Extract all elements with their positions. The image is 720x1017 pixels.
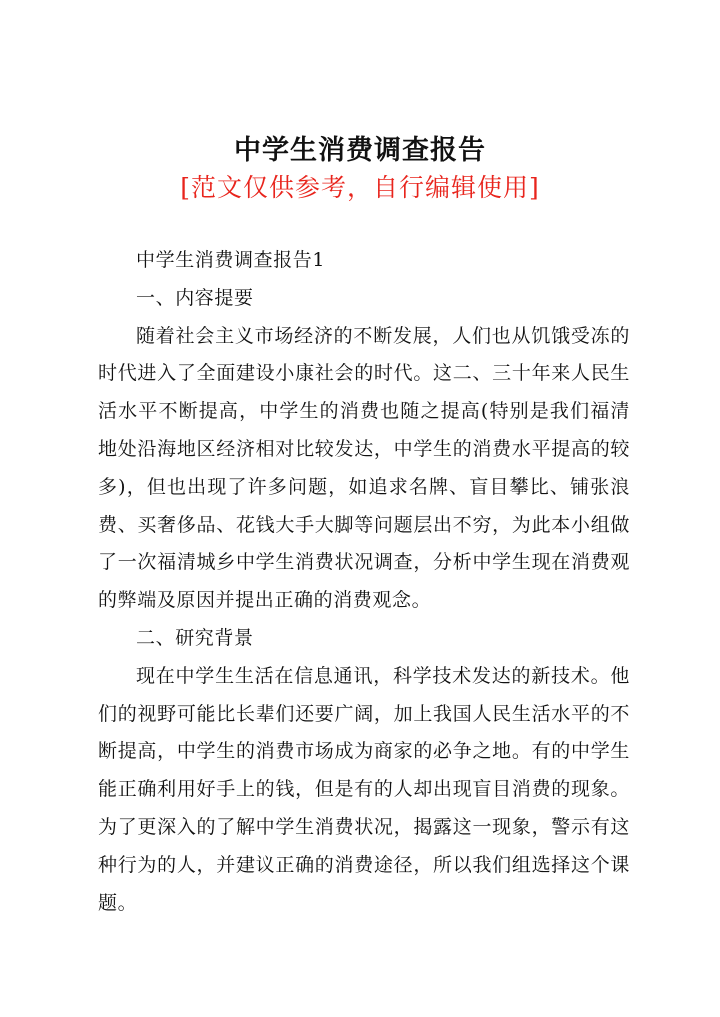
section-heading-summary: 一、内容提要 — [136, 286, 254, 309]
document-title: 中学生消费调查报告 — [234, 135, 486, 166]
section-paragraph-summary: 随着社会主义市场经济的不断发展，人们也从饥饿受冻的时代进入了全面建设小康社会的时代。这二、三十年来人民生活水平不断提高，中学生的消费也随之提高(特别是我们福清地处沿海地区经济相对比较发达，中学生的消费水平提高的较多)，但也出现了许多问题，如追求名牌、盲目攀比、铺张浪费、买奢侈品、花钱大手大脚等问题层出不穷，为此本小组做了一次福清城乡中学生消费状况调查，分析中学生现在消费观的弊端及原因并提出正确的消费观念。 — [98, 324, 630, 612]
document-body — [98, 242, 630, 922]
section-heading-background: 二、研究背景 — [136, 626, 254, 649]
section-paragraph-background: 现在中学生生活在信息通讯，科学技术发达的新技术。他们的视野可能比长辈们还要广阔，加上我国人民生活水平的不断提高，中学生的消费市场成为商家的必争之地。有的中学生能正确利用好手上的钱，但是有的人却出现盲目消费的现象。为了更深入的了解中学生消费状况，揭露这一现象，警示有这种行为的人，并建议正确的消费途径，所以我们组选择这个课题。 — [98, 664, 630, 914]
report-heading: 中学生消费调查报告1 — [136, 249, 326, 271]
document-subtitle: [范文仅供参考，自行编辑使用] — [180, 173, 540, 202]
